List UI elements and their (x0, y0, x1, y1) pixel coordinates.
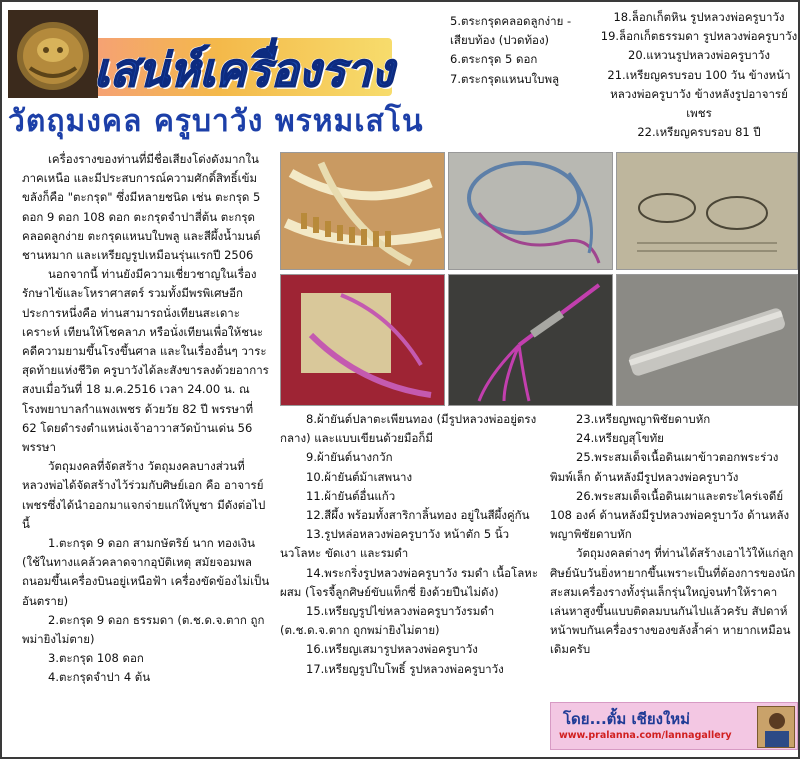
list-item: 14.พระกริ่งรูปหลวงพ่อครูบาวัง รมดำ เนื้อโลหะผสม (โจรจี้ลูกศิษย์ขับแท็กซี่ ยิงด้วยปืนไม่ดัง) (280, 565, 539, 599)
author-name: โดย...ตั้ม เชียงใหม่ (563, 710, 691, 728)
list-item: 3.ตะกรุด 108 ดอก (48, 651, 144, 666)
list-item: 16.เหรียญเสมารูปหลวงพ่อครูบาวัง (306, 642, 478, 657)
yantra-cloth-photo (616, 152, 798, 270)
takrut-tassel-photo (448, 274, 613, 406)
amulet-photo-grid (280, 152, 798, 406)
list-item: 4.ตะกรุดจำปา 4 ต้น (48, 670, 151, 685)
takrut-belt-photo (280, 152, 445, 270)
middle-column (280, 410, 542, 679)
list-item: 15.เหรียญรูปไข่หลวงพ่อครูบาวังรมดำ (ต.ช.ด.จ.ตาก ถูกพม่ายิงไม่ตาย) (280, 604, 495, 638)
left-column (22, 150, 270, 688)
list-item: 2.ตะกรุด 9 ดอก ธรรมดา (ต.ช.ด.จ.ตาก ถูกพม่ายิงไม่ตาย) (22, 612, 265, 647)
author-byline (550, 702, 798, 750)
top-right-column (600, 8, 798, 142)
top-middle-column (450, 12, 598, 89)
list-item: 10.ผ้ายันต์ม้าเสพนาง (306, 469, 413, 484)
list-item: 12.สีผึ้ง พร้อมทั้งสาริกาลิ้นทอง อยู่ในสีผึ้งคู่กัน (306, 508, 530, 523)
author-avatar (757, 706, 795, 748)
list-item: 8.ผ้ายันต์ปลาตะเพียนทอง (มีรูปหลวงพ่ออยู่ตรงกลาง) และแบบเขียนด้วยมือก็มี (280, 412, 537, 446)
list-item: 26.พระสมเด็จเนื้อดินเผาและตระไคร่เจดีย์ 108 องค์ ด้านหลังมีรูปหลวงพ่อครูบาวัง ด้านหลังพญาพิชัยดาบหัก (550, 488, 790, 542)
paragraph: วัตถุมงคลที่จัดสร้าง วัตถุมงคลบางส่วนที่หลวงพ่อได้จัดสร้างไว้ร่วมกับศิษย์เอก คือ อาจารย์เพชรซึ่งได้นำออกมาแจกจ่ายแก่ให้บูชา มีดังต่อไปนี้ (22, 459, 266, 531)
list-item: 6.ตระกรุด 5 ดอก (450, 52, 538, 67)
list-item: 19.ล็อกเก็ตธรรมดา รูปหลวงพ่อครูบาวัง (600, 29, 798, 44)
list-item: 1.ตะกรุด 9 ดอก สามกษัตริย์ นาก ทองเงิน (ใช้ในทางแคล้วคลาดจากอุบัติเหตุ สมัยจอมพลถนอมขึ้นเครื่องบินอยู่เหนือฟ้า เครื่องขัดข้องไม่เป็นอันตราย) (22, 536, 270, 608)
column-title: เสน่ห์เครื่องราง (94, 43, 394, 97)
list-item: 17.เหรียญรูปใบโพธิ์ รูปหลวงพ่อครูบาวัง (306, 661, 504, 676)
article-headline: วัตถุมงคล ครูบาวัง พรหมเสโน (8, 104, 424, 139)
metal-takrut-photo (616, 274, 798, 406)
list-item: 21.เหรียญครบรอบ 100 วัน ข้างหน้าหลวงพ่อครูบาวัง ข้างหลังรูปอาจารย์เพชร (607, 67, 791, 121)
list-item: 22.เหรียญครบรอบ 81 ปี (637, 125, 761, 140)
amulet-logo-image (8, 10, 98, 98)
right-column (550, 410, 796, 660)
website-link[interactable]: www.pralanna.com/lannagallery (559, 730, 732, 741)
braided-cord-photo (448, 152, 613, 270)
list-item: 25.พระสมเด็จเนื้อดินเผาข้าวตอกพระร่วงพิมพ์เล็ก ด้านหลังมีรูปหลวงพ่อครูบาวัง (550, 450, 779, 484)
list-item: 23.เหรียญพญาพิชัยดาบหัก (576, 412, 711, 426)
beeswax-pouch-photo (280, 274, 445, 406)
list-item: 24.เหรียญสุโขทัย (576, 431, 664, 446)
list-item: 13.รูปหล่อหลวงพ่อครูบาวัง หน้าตัก 5 นิ้ว นวโลหะ ขัดเงา และรมดำ (280, 527, 510, 561)
column-banner (8, 10, 392, 98)
list-item: 5.ตระกรุดคลอดลูกง่าย - เสียบท้อง (ปวดท้อง) (450, 14, 572, 48)
closing-paragraph: วัตถุมงคลต่างๆ ที่ท่านได้สร้างเอาไว้ให้แก่ลูกศิษย์นับวันยิ่งหายากขึ้นเพราะเป็นที่ต้องการของนักสะสมเครื่องรางทั้งรุ่นเล็กรุ่นใหญ่จนทำให้ราคาเล่นหาสูงขึ้นแบบติดลมบนกันไปแล้วครับ สัปดาห์หน้าพบกันเครื่องรางของขลังล้ำค่า หายากเหมือนเดิมครับ (550, 546, 796, 657)
paragraph: นอกจากนี้ ท่านยังมีความเชี่ยวชาญในเรื่องรักษาไข้และโหราศาสตร์ รวมทั้งมีพรพิเศษอีกประการหนึ่งคือ ท่านสามารถนั่งเทียนสะเดาะเคราะห์ เทียนให้โชคลาภ หรือนั่งเทียนเพื่อให้ชนะคดีความยามขึ้นโรงขึ้นศาล และในเรื่องอื่นๆ วาระสุดท้ายแห่งชีวิต ครูบาวังได้ละสังขารลงด้วยอาการสงบเมื่อวันที่ 18 ม.ค.2516 เวลา 24.00 น. ณ โรงพยาบาลกำแพงเพชร ด้วยวัย 82 ปี พรรษาที่ 62 โดยดำรงตำแหน่งเจ้าอาวาสวัดบ้านเด่น 56 พรรษา (22, 267, 269, 455)
list-item: 11.ผ้ายันต์อื่นแก้ว (306, 488, 396, 503)
list-item: 9.ผ้ายันต์นางกวัก (306, 450, 393, 465)
list-item: 7.ตระกรุดแหนบใบพลู (450, 71, 560, 86)
paragraph: เครื่องรางของท่านที่มีชื่อเสียงโด่งดังมากในภาคเหนือ และมีประสบการณ์ความศักดิ์สิทธิ์เข้มขลังก็คือ "ตะกรุด" ซึ่งมีหลายชนิด เช่น ตะกรุด 5 ดอก 9 ดอก 108 ดอก ตะกรุดจำปาสี่ต้น ตะกรุดคลอดลูกง่าย ตะกรุดแหนบใบพลู และสีผึ้งน้ำมนต์ ชานหมาก และเหรียญรูปเหมือนรุ่นแรกปี 2506 (22, 152, 261, 263)
list-item: 18.ล็อกเก็ตหิน รูปหลวงพ่อครูบาวัง (613, 10, 785, 24)
list-item: 20.แหวนรูปหลวงพ่อครูบาวัง (628, 48, 770, 63)
